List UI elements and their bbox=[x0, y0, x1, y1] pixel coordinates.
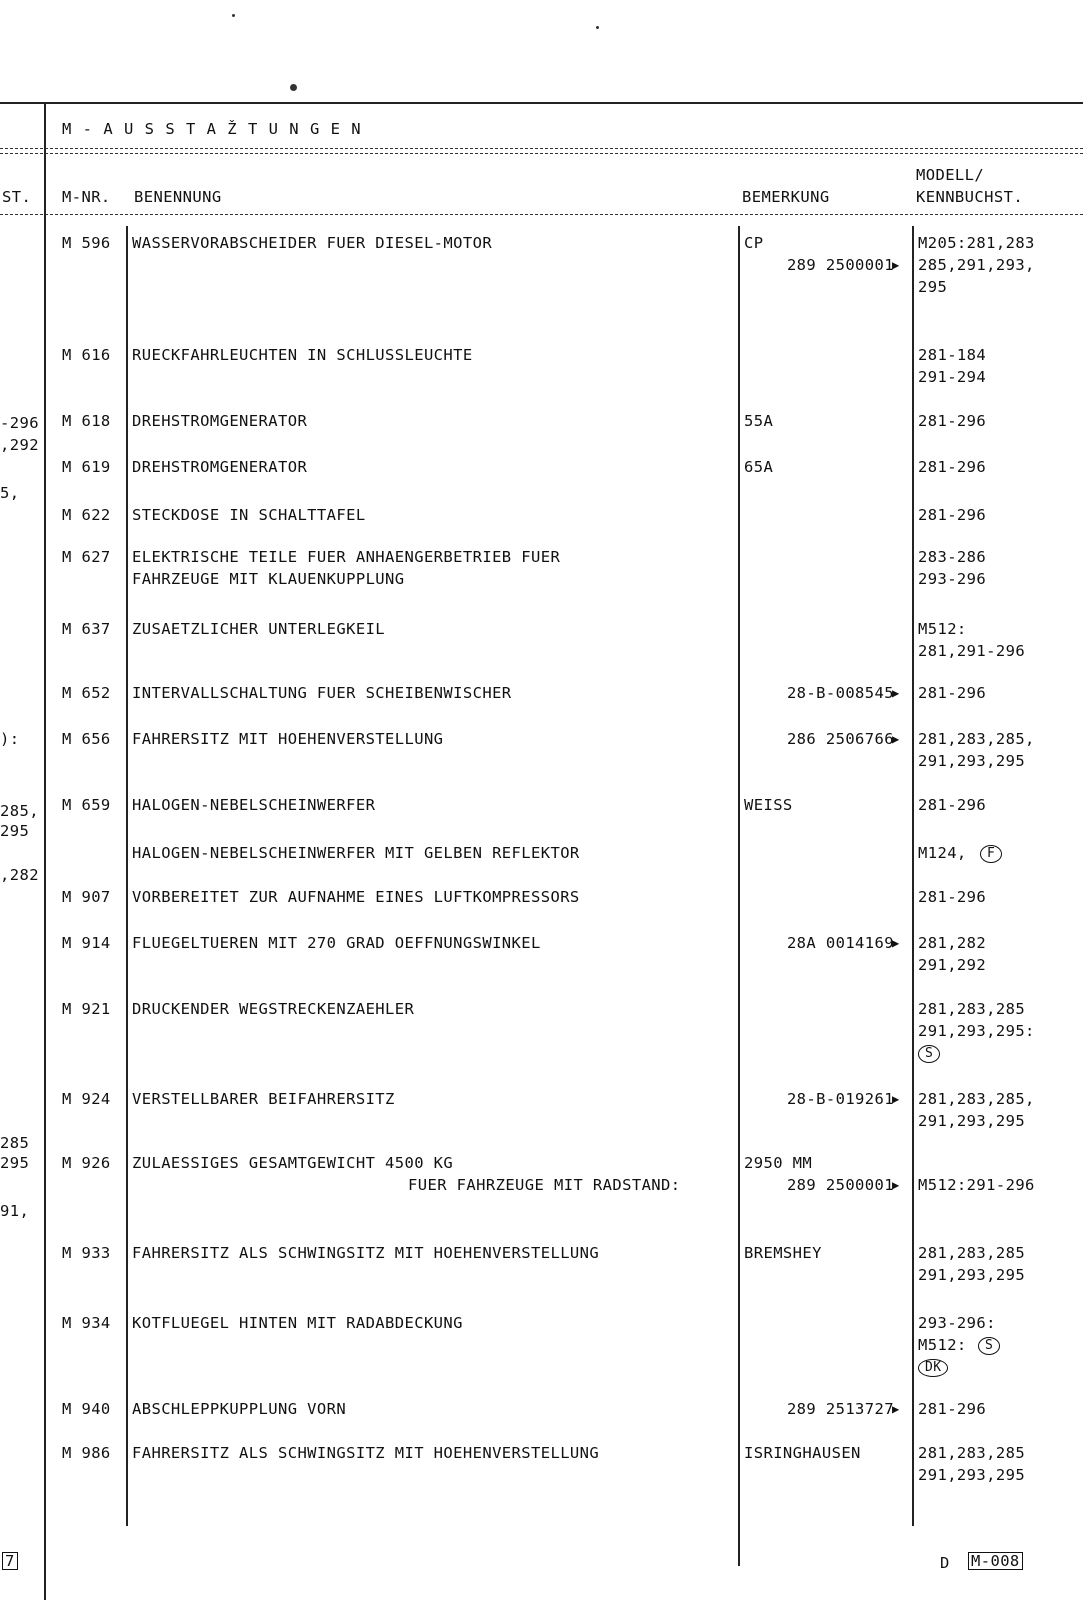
header-mnr: M-NR. bbox=[62, 188, 111, 206]
row-benennung: ABSCHLEPPKUPPLUNG VORN bbox=[132, 1400, 347, 1418]
row-m-number: M 914 bbox=[62, 934, 111, 952]
row-bemerkung: 289 2513727 bbox=[786, 1400, 894, 1418]
country-code-circle bbox=[978, 1334, 1000, 1356]
row-modell: 291,293,295: bbox=[918, 1022, 1035, 1040]
row-bemerkung: CP bbox=[744, 234, 764, 252]
row-benennung: FAHRERSITZ ALS SCHWINGSITZ MIT HOEHENVERSTELLUNG bbox=[132, 1444, 600, 1462]
row-benennung: KOTFLUEGEL HINTEN MIT RADABDECKUNG bbox=[132, 1314, 463, 1332]
left-fragment-text: -296 bbox=[0, 414, 39, 432]
row-benennung: ZULAESSIGES GESAMTGEWICHT 4500 KG bbox=[132, 1154, 454, 1172]
row-modell: 281,282 bbox=[918, 934, 987, 952]
left-fragment-text: 285 bbox=[0, 1134, 30, 1152]
row-m-number: M 659 bbox=[62, 796, 111, 814]
left-fragment-text: ): bbox=[0, 730, 20, 748]
row-modell: 281-296 bbox=[918, 1400, 987, 1418]
row-modell: 291,293,295 bbox=[918, 1112, 1026, 1130]
row-benennung: STECKDOSE IN SCHALTTAFEL bbox=[132, 506, 366, 524]
row-benennung: FAHRZEUGE MIT KLAUENKUPPLUNG bbox=[132, 570, 405, 588]
scan-speck bbox=[232, 14, 235, 17]
row-bemerkung: 65A bbox=[744, 458, 774, 476]
country-code-label: S bbox=[918, 1045, 940, 1063]
row-benennung: RUECKFAHRLEUCHTEN IN SCHLUSSLEUCHTE bbox=[132, 346, 473, 364]
left-fragment-text: 285, bbox=[0, 802, 39, 820]
arrow-icon: ▶ bbox=[892, 1092, 900, 1106]
row-m-number: M 940 bbox=[62, 1400, 111, 1418]
row-m-number: M 921 bbox=[62, 1000, 111, 1018]
row-m-number: M 926 bbox=[62, 1154, 111, 1172]
arrow-icon: ▶ bbox=[892, 732, 900, 746]
row-benennung: ELEKTRISCHE TEILE FUER ANHAENGERBETRIEB FUER bbox=[132, 548, 561, 566]
header-rule bbox=[0, 214, 1083, 215]
row-bemerkung: 55A bbox=[744, 412, 774, 430]
left-fragment-text: ST. bbox=[2, 188, 32, 206]
country-code-label: F bbox=[980, 845, 1002, 863]
left-fragment-text: 5, bbox=[0, 484, 20, 502]
left-fragment-text: ,282 bbox=[0, 866, 39, 884]
row-bemerkung: ISRINGHAUSEN bbox=[744, 1444, 861, 1462]
country-code-circle bbox=[918, 1042, 940, 1064]
row-benennung: FAHRERSITZ MIT HOEHENVERSTELLUNG bbox=[132, 730, 444, 748]
row-benennung: ZUSAETZLICHER UNTERLEGKEIL bbox=[132, 620, 386, 638]
row-modell: 281,291-296 bbox=[918, 642, 1026, 660]
row-modell: M512: bbox=[918, 620, 967, 638]
row-benennung: WASSERVORABSCHEIDER FUER DIESEL-MOTOR bbox=[132, 234, 493, 252]
row-bemerkung: BREMSHEY bbox=[744, 1244, 822, 1262]
row-benennung: FAHRERSITZ ALS SCHWINGSITZ MIT HOEHENVERSTELLUNG bbox=[132, 1244, 600, 1262]
row-m-number: M 627 bbox=[62, 548, 111, 566]
left-fragment-text: ,292 bbox=[0, 436, 39, 454]
row-m-number: M 618 bbox=[62, 412, 111, 430]
modell-column-rule bbox=[912, 226, 914, 1526]
row-modell: 281,283,285, bbox=[918, 1090, 1035, 1108]
row-modell: 281-296 bbox=[918, 796, 987, 814]
row-m-number: M 907 bbox=[62, 888, 111, 906]
mnr-column-rule bbox=[126, 226, 128, 1526]
header-kennbuchst: KENNBUCHST. bbox=[916, 188, 1024, 206]
left-fragment-text: 295 bbox=[0, 822, 30, 840]
left-fragment-text: 295 bbox=[0, 1154, 30, 1172]
row-modell: 295 bbox=[918, 278, 948, 296]
row-modell: 283-286 bbox=[918, 548, 987, 566]
row-benennung: VORBEREITET ZUR AUFNAHME EINES LUFTKOMPRESSORS bbox=[132, 888, 580, 906]
row-modell: M512: bbox=[918, 1336, 967, 1354]
row-m-number: M 622 bbox=[62, 506, 111, 524]
row-bemerkung: WEISS bbox=[744, 796, 793, 814]
row-m-number: M 616 bbox=[62, 346, 111, 364]
row-m-number: M 619 bbox=[62, 458, 111, 476]
row-modell: 293-296: bbox=[918, 1314, 996, 1332]
row-modell: 281-296 bbox=[918, 412, 987, 430]
left-margin-rule bbox=[44, 102, 46, 1600]
row-m-number: M 933 bbox=[62, 1244, 111, 1262]
row-modell: 281,283,285 bbox=[918, 1000, 1026, 1018]
header-modell: MODELL/ bbox=[916, 166, 985, 184]
row-benennung: HALOGEN-NEBELSCHEINWERFER bbox=[132, 796, 376, 814]
row-m-number: M 924 bbox=[62, 1090, 111, 1108]
header-benennung: BENENNUNG bbox=[134, 188, 222, 206]
row-benennung: FLUEGELTUEREN MIT 270 GRAD OEFFNUNGSWINKEL bbox=[132, 934, 541, 952]
row-modell: 291,293,295 bbox=[918, 1466, 1026, 1484]
row-modell: 291-294 bbox=[918, 368, 987, 386]
row-modell: 291,293,295 bbox=[918, 752, 1026, 770]
row-modell: 293-296 bbox=[918, 570, 987, 588]
row-modell: 281-296 bbox=[918, 506, 987, 524]
footer-left-box: 7 bbox=[2, 1552, 18, 1570]
row-modell: 291,293,295 bbox=[918, 1266, 1026, 1284]
arrow-icon: ▶ bbox=[892, 1178, 900, 1192]
row-modell: 281-296 bbox=[918, 684, 987, 702]
row-m-number: M 656 bbox=[62, 730, 111, 748]
left-fragment-text: 91, bbox=[0, 1202, 30, 1220]
row-bemerkung: 289 2500001 bbox=[786, 1176, 894, 1194]
country-code-circle bbox=[918, 1356, 948, 1378]
country-code-circle bbox=[980, 842, 1002, 864]
scan-speck bbox=[290, 84, 297, 91]
footer-language: D bbox=[940, 1554, 950, 1572]
row-benennung: DREHSTROMGENERATOR bbox=[132, 458, 308, 476]
country-code-label: S bbox=[978, 1337, 1000, 1355]
row-bemerkung: 286 2506766 bbox=[786, 730, 894, 748]
row-bemerkung: 2950 MM bbox=[744, 1154, 813, 1172]
row-benennung: VERSTELLBARER BEIFAHRERSITZ bbox=[132, 1090, 395, 1108]
page-title: M - A U S S T A Ž T U N G E N bbox=[62, 120, 362, 138]
arrow-icon: ▶ bbox=[892, 686, 900, 700]
country-code-label: DK bbox=[918, 1359, 948, 1377]
row-modell: M512:291-296 bbox=[918, 1176, 1035, 1194]
footer-page-number: M-008 bbox=[968, 1552, 1023, 1570]
row-benennung: DRUCKENDER WEGSTRECKENZAEHLER bbox=[132, 1000, 415, 1018]
row-modell: 281-296 bbox=[918, 458, 987, 476]
row-benennung: DREHSTROMGENERATOR bbox=[132, 412, 308, 430]
row-m-number: M 637 bbox=[62, 620, 111, 638]
row-bemerkung: 28A 0014169 bbox=[786, 934, 894, 952]
arrow-icon: ▶ bbox=[892, 936, 900, 950]
title-double-rule bbox=[0, 148, 1083, 154]
row-modell: M205:281,283 bbox=[918, 234, 1035, 252]
arrow-icon: ▶ bbox=[892, 258, 900, 272]
row-modell: 281,283,285 bbox=[918, 1444, 1026, 1462]
row-m-number: M 596 bbox=[62, 234, 111, 252]
row-bemerkung: 289 2500001 bbox=[786, 256, 894, 274]
header-bemerkung: BEMERKUNG bbox=[742, 188, 830, 206]
row-modell: 281,283,285 bbox=[918, 1244, 1026, 1262]
row-m-number: M 652 bbox=[62, 684, 111, 702]
row-modell: M124, bbox=[918, 844, 967, 862]
top-rule bbox=[0, 102, 1083, 104]
scan-speck bbox=[596, 26, 599, 29]
row-bemerkung: 28-B-008545 bbox=[786, 684, 894, 702]
row-benennung: INTERVALLSCHALTUNG FUER SCHEIBENWISCHER bbox=[132, 684, 512, 702]
row-benennung: HALOGEN-NEBELSCHEINWERFER MIT GELBEN REFLEKTOR bbox=[132, 844, 580, 862]
row-modell: 291,292 bbox=[918, 956, 987, 974]
row-modell: 285,291,293, bbox=[918, 256, 1035, 274]
row-modell: 281,283,285, bbox=[918, 730, 1035, 748]
bemerkung-column-rule bbox=[738, 226, 740, 1566]
row-m-number: M 934 bbox=[62, 1314, 111, 1332]
row-modell: 281-296 bbox=[918, 888, 987, 906]
row-modell: 281-184 bbox=[918, 346, 987, 364]
row-bemerkung: 28-B-019261 bbox=[786, 1090, 894, 1108]
arrow-icon: ▶ bbox=[892, 1402, 900, 1416]
row-benennung: FUER FAHRZEUGE MIT RADSTAND: bbox=[408, 1176, 681, 1194]
row-m-number: M 986 bbox=[62, 1444, 111, 1462]
